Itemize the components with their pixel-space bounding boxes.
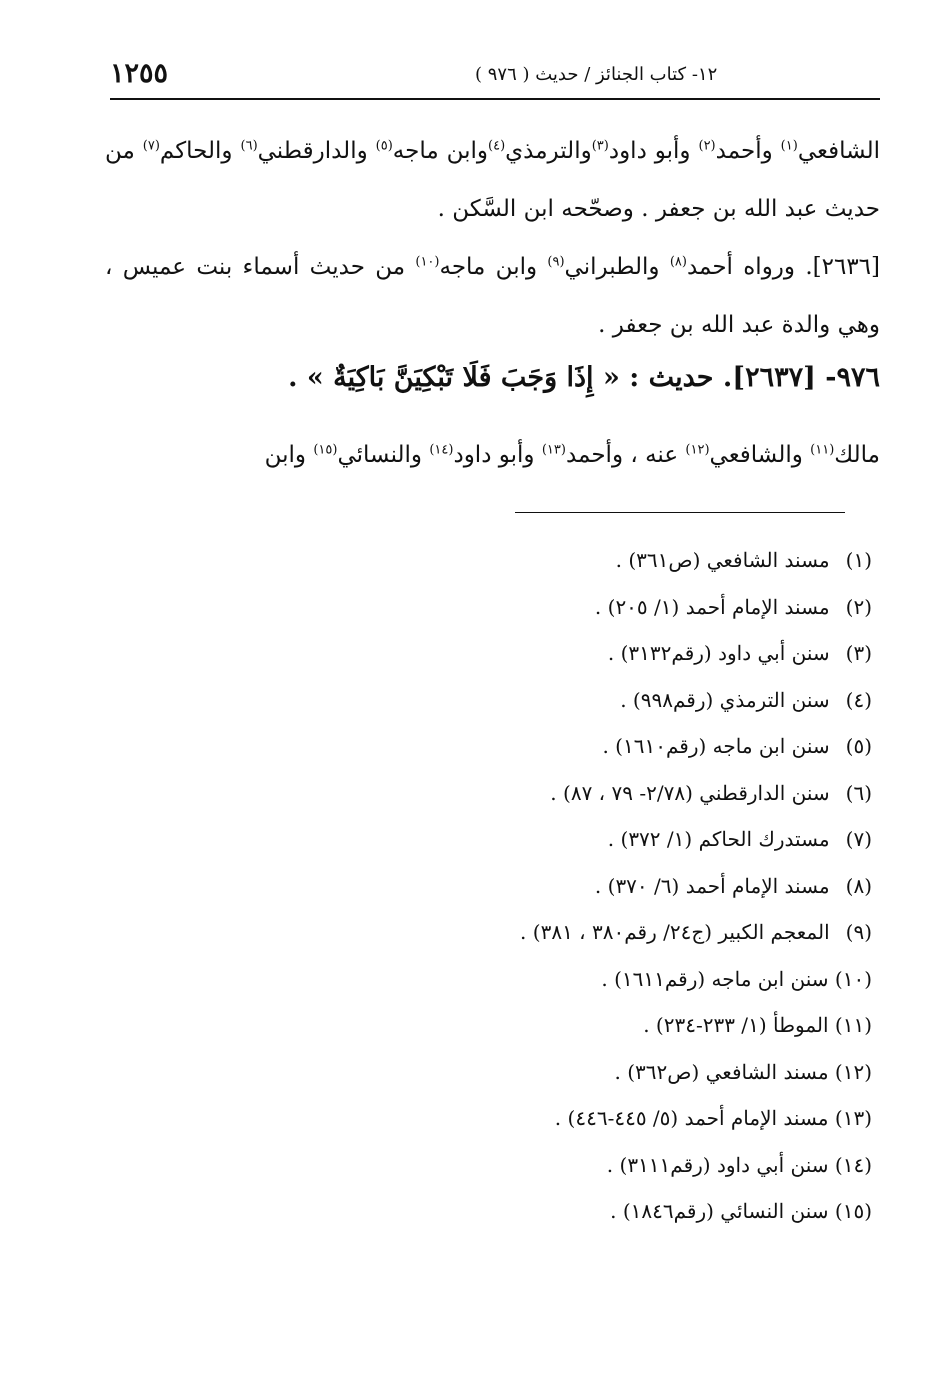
hadith-heading: ٩٧٦- [٢٦٣٧]. حديث : « إِذَا وَجَبَ فَلَا تَبْكِيَنَّ بَاكِيَةٌ » .	[288, 362, 880, 393]
footnote-ref: (١١)	[810, 442, 835, 458]
footnote-item	[300, 1098, 872, 1145]
footnote-ref: (١)	[780, 138, 798, 154]
footnote-ref: (٨)	[669, 254, 687, 270]
footnote-text: مسند الإمام أحمد (٥/ ٤٤٥-٤٤٦) .	[554, 1106, 829, 1130]
hadith-text	[105, 430, 880, 480]
text-run: وأبو داود	[608, 138, 699, 164]
footnote-text: مسند الشافعي (ص٣٦٢) .	[614, 1059, 829, 1084]
footnote-text: سنن الدارقطني (٢/٧٨- ٧٩ ، ٨٧) .	[550, 780, 830, 805]
footnote-number: (١٠)	[834, 966, 872, 991]
footnote-text: مستدرك الحاكم (١/ ٣٧٢) .	[607, 827, 830, 851]
paragraph-2	[105, 238, 880, 354]
footnote-item	[300, 540, 872, 587]
footnote-item	[300, 633, 872, 680]
footnote-ref: (٧)	[142, 138, 160, 154]
footnote-item	[300, 1145, 872, 1192]
footnote-text: المعجم الكبير (ج٢٤/ رقم٣٨٠ ، ٣٨١) .	[520, 920, 830, 944]
footnote-number: (٧)	[845, 827, 872, 851]
text-run: وأحمد	[715, 138, 781, 164]
footnote-ref: (٦)	[240, 138, 258, 154]
page-number: ١٢٥٥	[110, 58, 169, 89]
footnote-ref: (١٠)	[415, 254, 440, 270]
footnote-item	[300, 773, 872, 820]
footnote-item	[300, 1191, 872, 1238]
footnote-text: سنن ابن ماجه (رقم١٦١٠) .	[602, 734, 830, 758]
text-run: مالك	[834, 442, 880, 468]
text-run: وابن	[264, 442, 314, 468]
text-run: من حديث أسماء بنت عميس ، وهي والدة عبد الله بن جعفر .	[105, 254, 880, 338]
page-header	[110, 58, 880, 100]
text-run: وأبو داود	[453, 442, 542, 468]
footnote-separator	[515, 512, 845, 513]
text-run: والطبراني	[564, 254, 670, 280]
text-run: عنه ، وأحمد	[565, 442, 686, 468]
footnote-ref: (٥)	[375, 138, 393, 154]
footnote-text: سنن أبي داود (رقم٣١١١) .	[606, 1152, 829, 1177]
footnote-number: (٥)	[845, 734, 872, 758]
text-run: والدارقطني	[257, 138, 376, 164]
text-run: من حديث عبد الله بن جعفر . وصحّحه ابن السَّكن .	[105, 138, 880, 222]
footnote-number: (٤)	[845, 687, 872, 712]
body-text	[105, 122, 880, 354]
running-title: ١٢- كتاب الجنائز / حديث ( ٩٧٦ )	[475, 64, 718, 85]
footnote-text: مسند الإمام أحمد (١/ ٢٠٥) .	[594, 594, 830, 619]
footnote-number: (٦)	[845, 780, 872, 805]
footnote-number: (١١)	[834, 1013, 872, 1037]
text-run: الشافعي	[797, 138, 880, 164]
footnote-text: سنن ابن ماجه (رقم١٦١١) .	[601, 966, 829, 991]
footnote-number: (١٣)	[834, 1106, 872, 1130]
footnote-number: (٩)	[845, 920, 872, 944]
footnote-ref: (٣)	[591, 138, 609, 154]
footnote-item	[300, 1052, 872, 1099]
footnote-ref: (٩)	[547, 254, 565, 270]
text-run: والحاكم	[159, 138, 233, 164]
footnote-number: (١٤)	[834, 1152, 872, 1177]
footnote-item	[300, 959, 872, 1006]
footnote-ref: (١٣)	[541, 442, 566, 458]
footnote-number: (٨)	[845, 873, 872, 898]
footnote-item	[300, 819, 872, 866]
footnote-item	[300, 726, 872, 773]
footnote-number: (٢)	[845, 594, 872, 619]
footnote-number: (٣)	[845, 641, 872, 665]
footnotes	[300, 540, 872, 1238]
footnote-number: (١٢)	[834, 1059, 872, 1084]
footnote-text: مسند الشافعي (ص٣٦١) .	[615, 548, 830, 572]
text-run: والشافعي	[709, 442, 811, 468]
paragraph-1	[105, 122, 880, 238]
footnote-number: (١)	[845, 548, 872, 572]
footnote-ref: (١٢)	[685, 442, 710, 458]
footnote-ref: (١٥)	[313, 442, 338, 458]
footnote-ref: (٤)	[488, 138, 506, 154]
footnote-item	[300, 866, 872, 913]
text-run: وابن ماجه	[392, 138, 489, 164]
footnote-text: سنن الترمذي (رقم٩٩٨) .	[620, 687, 830, 712]
footnote-text: سنن أبي داود (رقم٣١٣٢) .	[607, 641, 830, 665]
footnote-item	[300, 680, 872, 727]
footnote-item	[300, 1005, 872, 1052]
footnote-ref: (٢)	[698, 138, 716, 154]
footnote-ref: (١٤)	[429, 442, 454, 458]
footnote-text: مسند الإمام أحمد (٦/ ٣٧٠) .	[594, 873, 830, 898]
footnote-text: الموطأ (١/ ٢٣٣-٢٣٤) .	[643, 1013, 829, 1037]
text-run: والترمذي	[505, 138, 592, 164]
footnote-item	[300, 587, 872, 634]
text-run: وابن ماجه	[439, 254, 548, 280]
text-run: [٢٦٣٦]. ورواه أحمد	[686, 254, 881, 280]
footnote-text: سنن النسائي (رقم١٨٤٦) .	[610, 1199, 829, 1223]
footnote-number: (١٥)	[834, 1199, 872, 1223]
text-run: والنسائي	[337, 442, 430, 468]
footnote-item	[300, 912, 872, 959]
